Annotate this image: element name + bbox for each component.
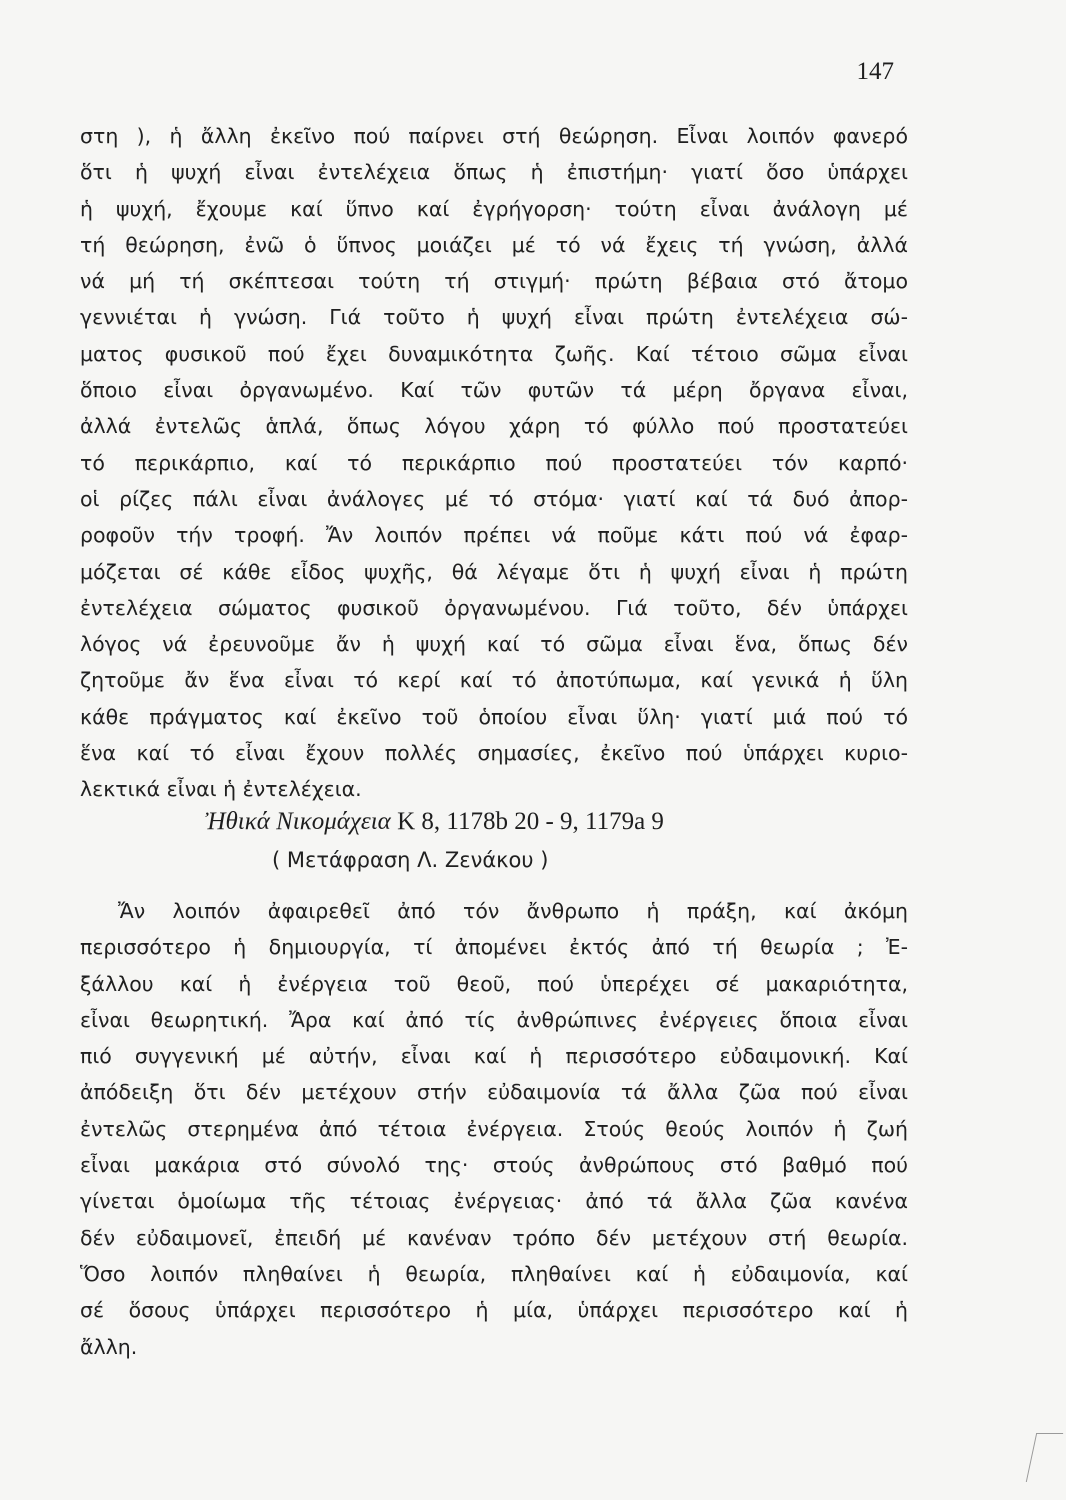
text-line: μόζεται σέ κάθε εἶδος ψυχῆς, θά λέγαμε ὅτι ἡ ψυχή εἶναι ἡ πρώτη xyxy=(80,559,908,584)
text-line: κάθε πράγματος καί ἐκεῖνο τοῦ ὁποίου εἶναι ὕλη· γιατί μιά πού τό xyxy=(80,704,908,729)
text-line: εἶναι θεωρητική. Ἄρα καί ἀπό τίς ἀνθρώπινες ἐνέργειες ὅποια εἶναι xyxy=(80,1007,908,1032)
text-line: ξάλλου καί ἡ ἐνέργεια τοῦ θεοῦ, πού ὑπερέχει σέ μακαριότητα, xyxy=(80,971,908,996)
text-line: ἕνα καί τό εἶναι ἔχουν πολλές σημασίες, ἐκεῖνο πού ὑπάρχει κυριο- xyxy=(80,741,908,766)
text-line: οἱ ρίζες πάλι εἶναι ἀνάλογες μέ τό στόμα· γιατί καί τά δυό ἀπορ- xyxy=(80,486,908,511)
text-line: λεκτικά εἶναι ἡ ἐντελέχεια. xyxy=(80,777,362,802)
text-line: λόγος νά ἐρευνοῦμε ἄν ἡ ψυχή καί τό σῶμα εἶναι ἕνα, ὅπως δέν xyxy=(80,632,908,657)
text-line: σέ ὅσους ὑπάρχει περισσότερο ἡ μία, ὑπάρχει περισσότερο καί ἡ xyxy=(80,1298,908,1323)
paragraph-nicomachean-ethics xyxy=(80,893,908,1365)
text-line: περισσότερο ἡ δημιουργία, τί ἀπομένει ἐκτός ἀπό τή θεωρία ; Ἐ- xyxy=(80,935,908,960)
text-line: τή θεώρηση, ἐνῶ ὁ ὕπνος μοιάζει μέ τό νά ἔχεις τή γνώση, ἀλλά xyxy=(80,232,908,257)
text-line: ὅτι ἡ ψυχή εἶναι ἐντελέχεια ὅπως ἡ ἐπιστήμη· γιατί ὅσο ὑπάρχει xyxy=(80,160,908,185)
page-number: 147 xyxy=(856,58,894,85)
source-heading xyxy=(205,808,664,836)
text-line: Ἄν λοιπόν ἀφαιρεθεῖ ἀπό τόν ἄνθρωπο ἡ πράξη, καί ἀκόμη xyxy=(118,899,908,923)
text-line: τό περικάρπιο, καί τό περικάρπιο πού προστατεύει τόν καρπό· xyxy=(80,450,908,475)
text-line: ἄλλη. xyxy=(80,1334,138,1359)
text-line: γίνεται ὁμοίωμα τῆς τέτοιας ἐνέργειας· ἀπό τά ἄλλα ζῶα κανένα xyxy=(80,1189,908,1214)
scan-corner-mark xyxy=(1026,1433,1063,1482)
text-line: εἶναι μακάρια στό σύνολό της· στούς ἀνθρώπους στό βαθμό πού xyxy=(80,1153,908,1178)
text-line: ὅποιο εἶναι ὀργανωμένο. Καί τῶν φυτῶν τά μέρη ὄργανα εἶναι, xyxy=(80,378,908,403)
paragraph-de-anima xyxy=(80,118,908,808)
text-line: ἀλλά ἐντελῶς ἁπλά, ὅπως λόγου χάρη τό φύλλο πού προστατεύει xyxy=(80,414,908,439)
text-line: ἐντελῶς στερημένα ἀπό τέτοια ἐνέργεια. Στούς θεούς λοιπόν ἡ ζωή xyxy=(80,1116,908,1141)
text-line: δέν εὐδαιμονεῖ, ἐπειδή μέ κανέναν τρόπο δέν μετέχουν στή θεωρία. xyxy=(80,1225,908,1250)
text-line: ροφοῦν τήν τροφή. Ἄν λοιπόν πρέπει νά ποῦμε κάτι πού νά ἐφαρ- xyxy=(80,523,908,548)
translator-credit: ( Μετάφραση Λ. Ζενάκου ) xyxy=(272,848,549,872)
text-line: ματος φυσικοῦ πού ἔχει δυναμικότητα ζωῆς. Καί τέτοιο σῶμα εἶναι xyxy=(80,341,908,366)
source-reference: Κ 8, 1178b 20 - 9, 1179a 9 xyxy=(397,808,664,835)
text-line: ἐντελέχεια σώματος φυσικοῦ ὀργανωμένου. Γιά τοῦτο, δέν ὑπάρχει xyxy=(80,595,908,620)
text-line: ἡ ψυχή, ἔχουμε καί ὕπνο καί ἐγρήγορση· τούτη εἶναι ἀνάλογη μέ xyxy=(80,196,908,221)
source-work-title: Ἠθικά Νικομάχεια xyxy=(205,808,391,835)
text-line: πιό συγγενική μέ αὐτήν, εἶναι καί ἡ περισσότερο εὐδαιμονική. Καί xyxy=(80,1044,908,1069)
text-line: Ὅσο λοιπόν πληθαίνει ἡ θεωρία, πληθαίνει καί ἡ εὐδαιμονία, καί xyxy=(80,1261,908,1286)
text-line: ἀπόδειξη ὅτι δέν μετέχουν στήν εὐδαιμονία τά ἄλλα ζῶα πού εἶναι xyxy=(80,1080,908,1105)
text-line: γεννιέται ἡ γνώση. Γιά τοῦτο ἡ ψυχή εἶναι πρώτη ἐντελέχεια σώ- xyxy=(80,305,908,330)
text-line: νά μή τή σκέπτεσαι τούτη τή στιγμή· πρώτη βέβαια στό ἄτομο xyxy=(80,269,908,294)
text-line: στη ), ἡ ἄλλη ἐκεῖνο πού παίρνει στή θεώρηση. Εἶναι λοιπόν φανερό xyxy=(80,124,908,148)
text-line: ζητοῦμε ἄν ἕνα εἶναι τό κερί καί τό ἀποτύπωμα, καί γενικά ἡ ὕλη xyxy=(80,668,908,693)
